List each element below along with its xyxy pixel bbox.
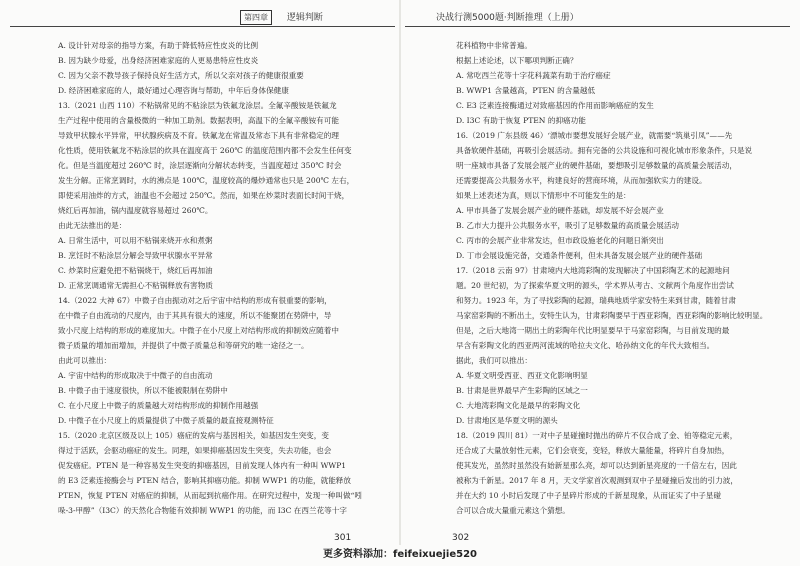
text-line: C. 大地湾彩陶文化是最早的彩陶文化 — [456, 401, 581, 410]
text-line: PTEN，恢复 PTEN 对癌症的抑制，从而起到抗癌作用。在研究过程中，发现一种叫做“吲 — [58, 491, 363, 500]
text-line: 据此，我们可以推出： — [456, 356, 532, 365]
right-page-number: 302 — [452, 533, 470, 543]
text-line: 生产过程中使用的含量极微的一种加工助剂。数据表明，高温下的全氟辛酸铵有可能 — [58, 116, 339, 125]
chapter-label: 第四章 — [240, 10, 272, 25]
text-line: B. WWP1 含量越高，PTEN 的含量越低 — [456, 86, 596, 95]
text-line: 发生分解。正常烹调时，水的沸点是 100℃，温度较高的爆炒通常也只是 200℃ 左右， — [58, 176, 355, 185]
text-line: C. 炒菜时应避免把不粘锅烧干，烧红后再加油 — [58, 266, 213, 275]
text-line: 但是，之后大地湾一期出土的彩陶年代比明显要早于马家窑彩陶，与目前发现的最 — [456, 326, 730, 335]
text-line: A. 设计针对母亲的指导方案，有助于降低特应性皮炎的比例 — [58, 41, 259, 50]
text-line: 烧红后再加油，锅内温度就容易超过 260℃。 — [58, 206, 213, 215]
text-line: 由此可以推出： — [58, 356, 112, 365]
text-line: D. 丁市会展设施完备，交通条件便利，但未具备发展会展产业的硬件基础 — [456, 251, 703, 260]
text-line: 题。20 世纪初，为了探索华夏文明的源头，学术界从考古、文献两个角度作出尝试 — [456, 281, 734, 290]
text-line: 促发癌症。PTEN 是一种容易发生突变的抑癌基因，目前发现人体内有一种叫 WWP1 — [58, 461, 347, 470]
text-line: D. 正常烹调通常无需担心不粘锅释放有害物质 — [58, 281, 213, 290]
text-line: A. 常吃西兰花等十字花科蔬菜有助于治疗癌症 — [456, 71, 611, 80]
text-line: 得过于活跃，会驱动癌症的发生。同理，如果抑癌基因发生突变，失去功能，也会 — [58, 446, 332, 455]
text-line: D. I3C 有助于恢复 PTEN 的抑癌功能 — [456, 116, 586, 125]
text-line: A. 华夏文明受西亚、西亚文化影响明显 — [456, 371, 588, 380]
text-line: 被称为千新星。2017 年 8 月，天文学家首次观测到双中子星碰撞后发出的引力波， — [456, 476, 738, 485]
text-line: D. 甘肃地区是华夏文明的源头 — [456, 416, 558, 425]
text-line: 化。但是当温度超过 260℃ 时，涂层逐渐向分解状态转变，当温度超过 350℃ 时会 — [58, 161, 342, 170]
text-line: 18.（2019 四川 81）一对中子星碰撞时抛出的碎片不仅合成了金、铂等稳定元素， — [456, 431, 738, 440]
text-line: C. 丙市的会展产业非常发达，但市政设施老化的问题日渐突出 — [456, 236, 664, 245]
right-body-text — [456, 38, 796, 518]
text-line: 并在大约 10 小时后发现了中子星碎片形成的千新星现象，从而证实了中子星碰 — [456, 491, 722, 500]
text-line: 马家窑彩陶的不断出土，安特生认为，甘肃彩陶要早于西亚彩陶，西亚彩陶的影响比较明显。 — [456, 311, 768, 320]
text-line: 还需要提高公共服务水平，构建良好的营商环境，从而加强软实力的建设。 — [456, 176, 707, 185]
text-line: 的 E3 泛素连接酶会与 PTEN 结合，影响其抑癌功能。抑制 WWP1 的功能，就能释放 — [58, 476, 351, 485]
text-line: B. 烹饪时不粘涂层分解会导致甲状腺水平异常 — [58, 251, 213, 260]
text-line: B. 甘肃是世界最早产生彩陶的区域之一 — [456, 386, 588, 395]
text-line: 17.（2018 云南 97）甘肃境内大地湾彩陶的发现解决了中国彩陶艺术的起源地问 — [456, 266, 730, 275]
text-line: 明一座城市具备了发展会展产业的硬件基础，要想吸引足够数量的高质量会展活动， — [456, 161, 737, 170]
text-line: A. 甲市具备了发展会展产业的硬件基础，却发展不好会展产业 — [456, 206, 664, 215]
text-line: 16.（2019 广东县级 46）‘漂城市要想发展好会展产业，就需要“筑巢引凤”——先 — [456, 131, 733, 140]
text-line: 即使采用油炸的方式，油温也不会超过 250℃。然而，如果在炒菜时表面长时间干烧， — [58, 191, 350, 200]
text-line: D. 经济困难家庭的人，最好通过心理咨询与帮助，中年后身体保健康 — [58, 86, 289, 95]
chapter-title: 逻辑判断 — [286, 13, 323, 23]
text-line: B. 中微子由于速度很快，所以不能被限制在势阱中 — [58, 386, 228, 395]
text-line: B. 乙市大力提升公共服务水平，吸引了足够数量的高质量会展活动 — [456, 221, 680, 230]
text-line: 合可以合成大量重元素这个猜想。 — [456, 506, 570, 515]
text-line: 和努力。1923 年，为了寻找彩陶的起源，瑞典地质学家安特生来到甘肃，随着甘肃 — [456, 296, 736, 305]
text-line: 微子质量的增加而增加，并提供了中微子质量总和等研究的唯一途径之一。 — [58, 341, 309, 350]
text-line: 花科植物中非常普遍。 — [456, 41, 532, 50]
text-line: 15.（2020 北京区级及以上 105）癌症的发病与基因相关，如基因发生突变，变 — [58, 431, 329, 440]
footer-contact: 更多资料添加：feifeixuejie520 — [323, 549, 477, 560]
text-line: C. 在小尺度上中微子的质量越大对结构形成的抑制作用越强 — [58, 401, 259, 410]
left-page-number: 301 — [334, 533, 352, 543]
right-header-rule — [405, 26, 790, 27]
text-line: 早含有彩陶文化的西亚两河流域的哈拉夫文化、哈孙纳文化的年代大致相当。 — [456, 341, 715, 350]
text-line: 14.（2022 大神 67）中微子自由振动对之后宇宙中结构的形成有很重要的影响， — [58, 296, 332, 305]
right-page — [400, 0, 800, 545]
text-line: 13.（2021 山西 110）不粘锅常见的不粘涂层为铁氟龙涂层。全氟辛酸铵是铁氟龙 — [58, 101, 337, 110]
text-line: 导致甲状腺水平异常，甲状腺疾病及不育。铁氟龙在常温及常态下具有非常稳定的理 — [58, 131, 339, 140]
text-line: 使其发光，虽然时虽然没有始新星那么亮，却可以达到新星亮度的一千倍左右，因此 — [456, 461, 737, 470]
text-line: B. 因为缺少母爱，出身经济困难家庭的人更易患特应性皮炎 — [58, 56, 259, 65]
text-line: 如果上述表述为真，则以下情形中不可能发生的是： — [456, 191, 631, 200]
text-line: 哚-3-甲醇”（I3C）的天然化合物能有效抑制 WWP1 的功能，而 I3C 在西兰花等十字 — [58, 506, 347, 515]
left-page — [0, 0, 400, 545]
text-line: A. 日常生活中，可以用不粘锅来烧开水和煮粥 — [58, 236, 213, 245]
text-line: 化性质，使用铁氟龙不粘涂层的炊具在温度高于 260℃ 的温度范围内都不会发生任何变 — [58, 146, 352, 155]
left-header-rule — [10, 26, 395, 27]
text-line: 还合成了大量放射性元素，它们会衰变，变轻，释放大量能量，将碎片自身加热， — [456, 446, 730, 455]
text-line: 在中微子自由流动的尺度内，由于其具有很大的速度，所以不能聚团在势阱中，导 — [58, 311, 332, 320]
book-title: 决战行测5000题·判断推理（上册） — [436, 13, 579, 23]
left-body-text — [58, 38, 398, 518]
text-line: 由此无法推出的是： — [58, 221, 127, 230]
text-line: 致小尺度上结构的形成的难度加大。中微子在小尺度上对结构形成的抑制效应随着中 — [58, 326, 339, 335]
text-line: 根据上述论述，以下哪项判断正确？ — [456, 56, 578, 65]
text-line: D. 中微子在小尺度上的质量提供了中微子质量的最直接观测特征 — [58, 416, 274, 425]
text-line: C. E3 泛素连接酶通过对致癌基因的作用而影响癌症的发生 — [456, 101, 654, 110]
text-line: 具备软硬件基础，再吸引会展活动。拥有完备的公共设施和可视化城市形象条件，只是说 — [456, 146, 753, 155]
text-line: A. 宇宙中结构的形成取决于中微子的自由流动 — [58, 371, 213, 380]
text-line: C. 因为父亲不教导孩子保持良好生活方式，所以父亲对孩子的健康很重要 — [58, 71, 304, 80]
